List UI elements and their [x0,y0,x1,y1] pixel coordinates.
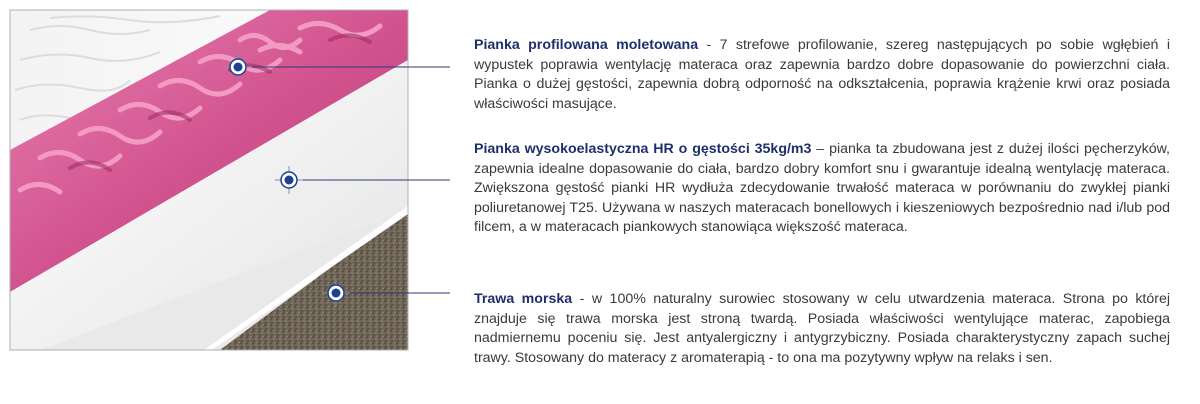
layer-term: Trawa morska [474,291,573,307]
layer-separator: - [698,37,720,53]
layer-term: Pianka profilowana moletowana [474,37,699,53]
layer-text: w 100% naturalny surowiec stosowany w celu utwardzenia materaca. Strona po której znajduje się trawa morska jest stroną twardą. Posiada właściwości wentylujące materac, zapobiega nadmiernemu poceniu się. Jest antyalergiczny i antygrzybiczny. Posiada charakterystyczny zapach suchej trawy. Stosowany do materacy z aromaterapią - to ona ma pozytywny wpływ na relaks i sen. [474,291,1171,366]
layer-description-profiled-foam [474,36,1170,114]
mattress-cross-section-illustration [0,0,480,404]
layer-separator: - [572,291,592,307]
layer-description-hr-foam [474,140,1170,238]
layer-separator: – [811,141,830,157]
layer-text: pianka ta zbudowana jest z dużej ilości pęcherzyków, zapewnia idealne dopasowanie do ciała, bardzo dobry komfort snu i gwarantuje idealną wentylację materaca. Zwiększona gęstość pianki HR wydłuża zdecydowanie trwałość materaca w porównaniu do zwykłej pianki poliuretanowej T25. Używana w naszych materacach bonellowych i kieszeniowych bezpośrednio nad i/lub pod filcem, a w materacach piankowych stanowiąca większość materaca. [474,141,1170,235]
layer-description-seagrass [474,290,1170,368]
layer-term: Pianka wysokoelastyczna HR o gęstości 35kg/m3 [474,141,812,157]
layer-text: 7 strefowe profilowanie, szereg następujących po sobie wgłębień i wypustek poprawia wentylację materaca oraz zapewnia bardzo dobre dopasowanie do powierzchni ciała. Pianka o dużej gęstości, zapewnia dobrą odporność na odkształcenia, poprawia krążenie krwi oraz posiada właściwości masujące. [474,37,1170,112]
